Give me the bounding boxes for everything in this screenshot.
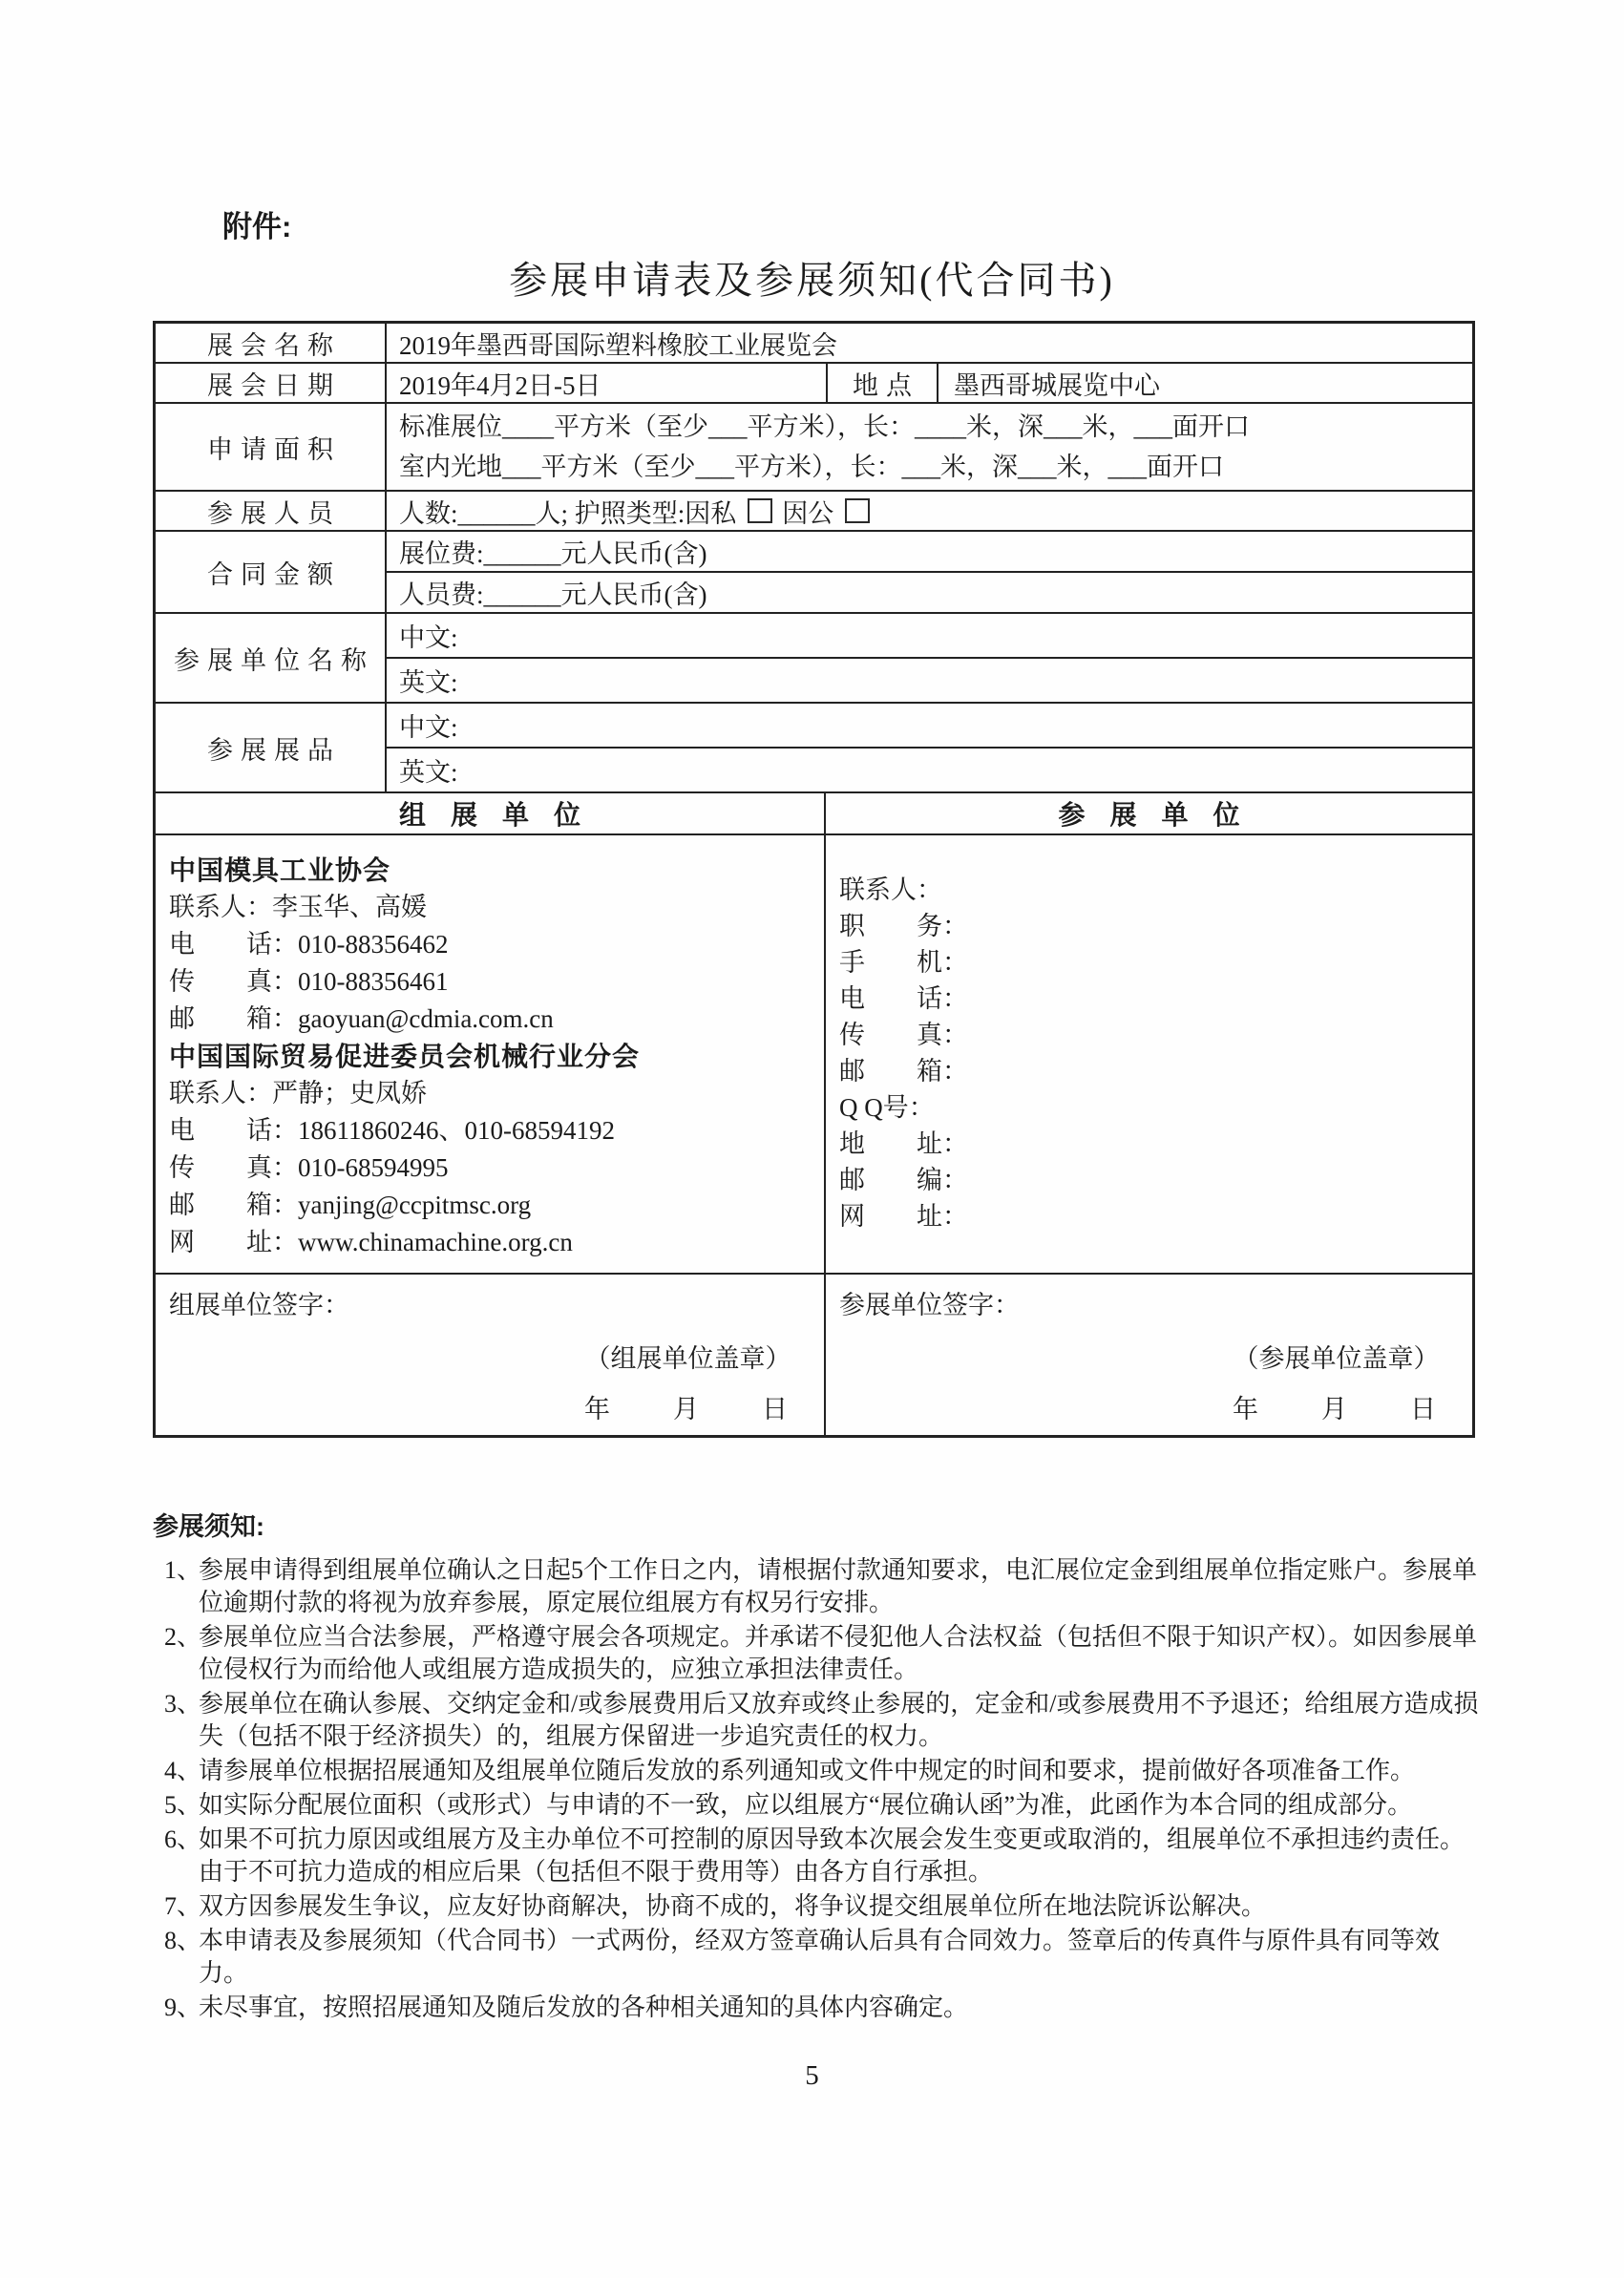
- exhibitor-field-zipcode: 邮 编：: [839, 1166, 968, 1194]
- exhibition-name-value: 2019年墨西哥国际塑料橡胶工业展览会: [399, 330, 837, 360]
- row-exhibition-name: [156, 324, 1472, 362]
- note-item-6: [153, 1824, 1480, 1888]
- exhibitor-contact-block: [826, 835, 1472, 1273]
- exhibits-cn: 中文:: [387, 704, 1472, 749]
- note-text: 参展单位应当合法参展，严格遵守展会各项规定。并承诺不侵犯他人合法权益（包括但不限于知识产权）。如因参展单位侵权行为而给他人或组展方造成损失的，应独立承担法律责任。: [199, 1623, 1478, 1683]
- page-number: 5: [805, 2060, 819, 2091]
- exhibitor-header: 参展单位: [1058, 801, 1265, 831]
- row-exhibition-date: [156, 362, 1472, 402]
- organizer-header: 组展单位: [156, 793, 826, 833]
- applied-area-label: 申请面积: [156, 404, 387, 490]
- attachment-label: 附件:: [222, 210, 292, 243]
- note-item-3: [153, 1688, 1480, 1753]
- exhibition-name-label: 展会名称: [156, 324, 387, 362]
- exhibitor-field-mobile: 手 机：: [839, 948, 968, 977]
- organizer2-name: 中国国际贸易促进委员会机械行业分会: [169, 1042, 641, 1071]
- organizer-contact-block: [156, 835, 826, 1273]
- applied-area-line2: 室内光地___平方米（至少___平方米），长：___米，深___米，___面开口: [399, 453, 1224, 481]
- note-item-2: [153, 1621, 1480, 1686]
- organizer2-website: 网 址：www.chinamachine.org.cn: [169, 1228, 573, 1256]
- exhibitor-field-email: 邮 箱：: [839, 1057, 968, 1086]
- organizer2-fax: 传 真：010-68594995: [169, 1153, 449, 1182]
- note-text: 本申请表及参展须知（代合同书）一式两份，经双方签章确认后具有合同效力。签章后的传真件与原件具有同等效力。: [199, 1927, 1441, 1987]
- exhibitor-signature-cell: [826, 1275, 1472, 1435]
- note-number: 6、: [164, 1825, 202, 1853]
- note-number: 7、: [164, 1892, 202, 1920]
- personnel-count-text: 人数:______人; 护照类型:因私: [399, 498, 737, 528]
- contract-amount-label: 合同金额: [156, 532, 387, 612]
- note-text: 请参展单位根据招展通知及组展单位随后发放的系列通知或文件中规定的时间和要求，提前做好各项准备工作。: [199, 1757, 1416, 1784]
- note-number: 2、: [164, 1623, 202, 1651]
- applied-area-value: [387, 404, 1472, 490]
- exhibitor-date-line: 年 月 日: [1233, 1395, 1440, 1424]
- note-item-4: [153, 1755, 1480, 1787]
- note-number: 9、: [164, 1993, 202, 2021]
- booth-fee-line: 展位费:______元人民币(含): [387, 532, 1472, 573]
- note-number: 1、: [164, 1556, 202, 1584]
- notes-section: [153, 1510, 1480, 2026]
- note-text: 未尽事宜，按照招展通知及随后发放的各种相关通知的具体内容确定。: [199, 1993, 969, 2021]
- exhibitor-signature-bottom: [1233, 1338, 1447, 1425]
- private-passport-checkbox[interactable]: [748, 498, 772, 523]
- organizer-signature-bottom: [584, 1338, 799, 1425]
- application-form-table: [153, 321, 1475, 1438]
- row-applied-area: [156, 402, 1472, 490]
- note-item-5: [153, 1789, 1480, 1822]
- organizer2-phone: 电 话：18611860246、010-68594192: [169, 1116, 615, 1145]
- organizer1-contact: 联系人：李玉华、高媛: [169, 893, 427, 921]
- personnel-value: [387, 492, 1472, 530]
- personnel-public-text: 因公: [782, 498, 834, 528]
- organizer1-phone: 电 话：010-88356462: [169, 930, 449, 959]
- note-number: 3、: [164, 1690, 202, 1718]
- note-item-9: [153, 1992, 1480, 2024]
- note-number: 5、: [164, 1791, 202, 1819]
- exhibitor-field-website: 网 址：: [839, 1202, 968, 1231]
- note-item-7: [153, 1890, 1480, 1923]
- exhibitor-name-en: 英文:: [399, 668, 458, 697]
- contract-amount-values: [387, 532, 1472, 612]
- row-exhibitor-name: [156, 612, 1472, 702]
- organizer2-contact: 联系人：严静；史凤娇: [169, 1079, 427, 1107]
- exhibits-label: 参展展品: [156, 704, 387, 791]
- exhibition-date-label: 展会日期: [156, 364, 387, 402]
- exhibitor-field-fax: 传 真：: [839, 1021, 968, 1049]
- organizer-seal-label: （组展单位盖章）: [584, 1344, 791, 1373]
- location-label: 地点: [826, 364, 939, 402]
- exhibitor-seal-label: （参展单位盖章）: [1233, 1344, 1440, 1373]
- exhibits-en: 英文:: [399, 758, 458, 787]
- organizer1-name: 中国模具工业协会: [169, 855, 391, 885]
- applied-area-line1: 标准展位____平方米（至少___平方米），长：____米，深___米，___面开口: [399, 412, 1250, 441]
- organizer-signature-label: 组展单位签字：: [169, 1291, 349, 1319]
- exhibitor-name-cn: 中文:: [387, 614, 1472, 659]
- organizer-date-line: 年 月 日: [584, 1395, 791, 1424]
- row-contacts: [156, 833, 1472, 1273]
- note-number: 8、: [164, 1927, 202, 1954]
- note-item-8: [153, 1925, 1480, 1990]
- row-signatures: [156, 1273, 1472, 1435]
- organizer2-email: 邮 箱：yanjing@ccpitmsc.org: [169, 1191, 532, 1219]
- page-title: 参展申请表及参展须知(代合同书): [509, 259, 1115, 302]
- location-value: 墨西哥城展览中心: [954, 370, 1160, 400]
- exhibitor-field-phone: 电 话：: [839, 984, 968, 1013]
- exhibitor-field-position: 职 务：: [839, 912, 968, 940]
- row-contract-amount: [156, 530, 1472, 612]
- note-text: 如果不可抗力原因或组展方及主办单位不可控制的原因导致本次展会发生变更或取消的，组展单位不承担违约责任。由于不可抗力造成的相应后果（包括但不限于费用等）由各方自行承担。: [199, 1825, 1466, 1886]
- note-number: 4、: [164, 1757, 202, 1784]
- exhibitor-name-label: 参展单位名称: [156, 614, 387, 702]
- note-text: 参展申请得到组展单位确认之日起5个工作日之内，请根据付款通知要求，电汇展位定金到组展单位指定账户。参展单位逾期付款的将视为放弃参展，原定展位组展方有权另行安排。: [199, 1556, 1478, 1616]
- notes-title: 参展须知:: [153, 1512, 264, 1541]
- personnel-label: 参展人员: [156, 492, 387, 530]
- row-exhibits: [156, 702, 1472, 791]
- row-section-headers: [156, 791, 1472, 833]
- personnel-fee-line: 人员费:______元人民币(含): [399, 580, 707, 609]
- organizer1-fax: 传 真：010-88356461: [169, 967, 449, 996]
- note-text: 如实际分配展位面积（或形式）与申请的不一致，应以组展方“展位确认函”为准，此函作为本合同的组成部分。: [199, 1791, 1413, 1819]
- organizer-signature-cell: [156, 1275, 826, 1435]
- public-passport-checkbox[interactable]: [845, 498, 870, 523]
- exhibitor-field-qq: Q Q号：: [839, 1093, 935, 1122]
- exhibitor-signature-label: 参展单位签字：: [839, 1291, 1020, 1319]
- note-text: 双方因参展发生争议，应友好协商解决，协商不成的，将争议提交组展单位所在地法院诉讼解决。: [199, 1892, 1267, 1920]
- exhibitor-field-contact: 联系人：: [839, 875, 942, 904]
- note-text: 参展单位在确认参展、交纳定金和/或参展费用后又放弃或终止参展的，定金和/或参展费用不予退还；给组展方造成损失（包括不限于经济损失）的，组展方保留进一步追究责任的权力。: [199, 1690, 1479, 1750]
- exhibition-date-value: 2019年4月2日-5日: [399, 370, 601, 400]
- exhibitor-name-values: [387, 614, 1472, 702]
- row-personnel: [156, 490, 1472, 530]
- exhibits-values: [387, 704, 1472, 791]
- exhibitor-field-address: 地 址：: [839, 1129, 968, 1158]
- note-item-1: [153, 1554, 1480, 1619]
- organizer1-email: 邮 箱：gaoyuan@cdmia.com.cn: [169, 1004, 554, 1033]
